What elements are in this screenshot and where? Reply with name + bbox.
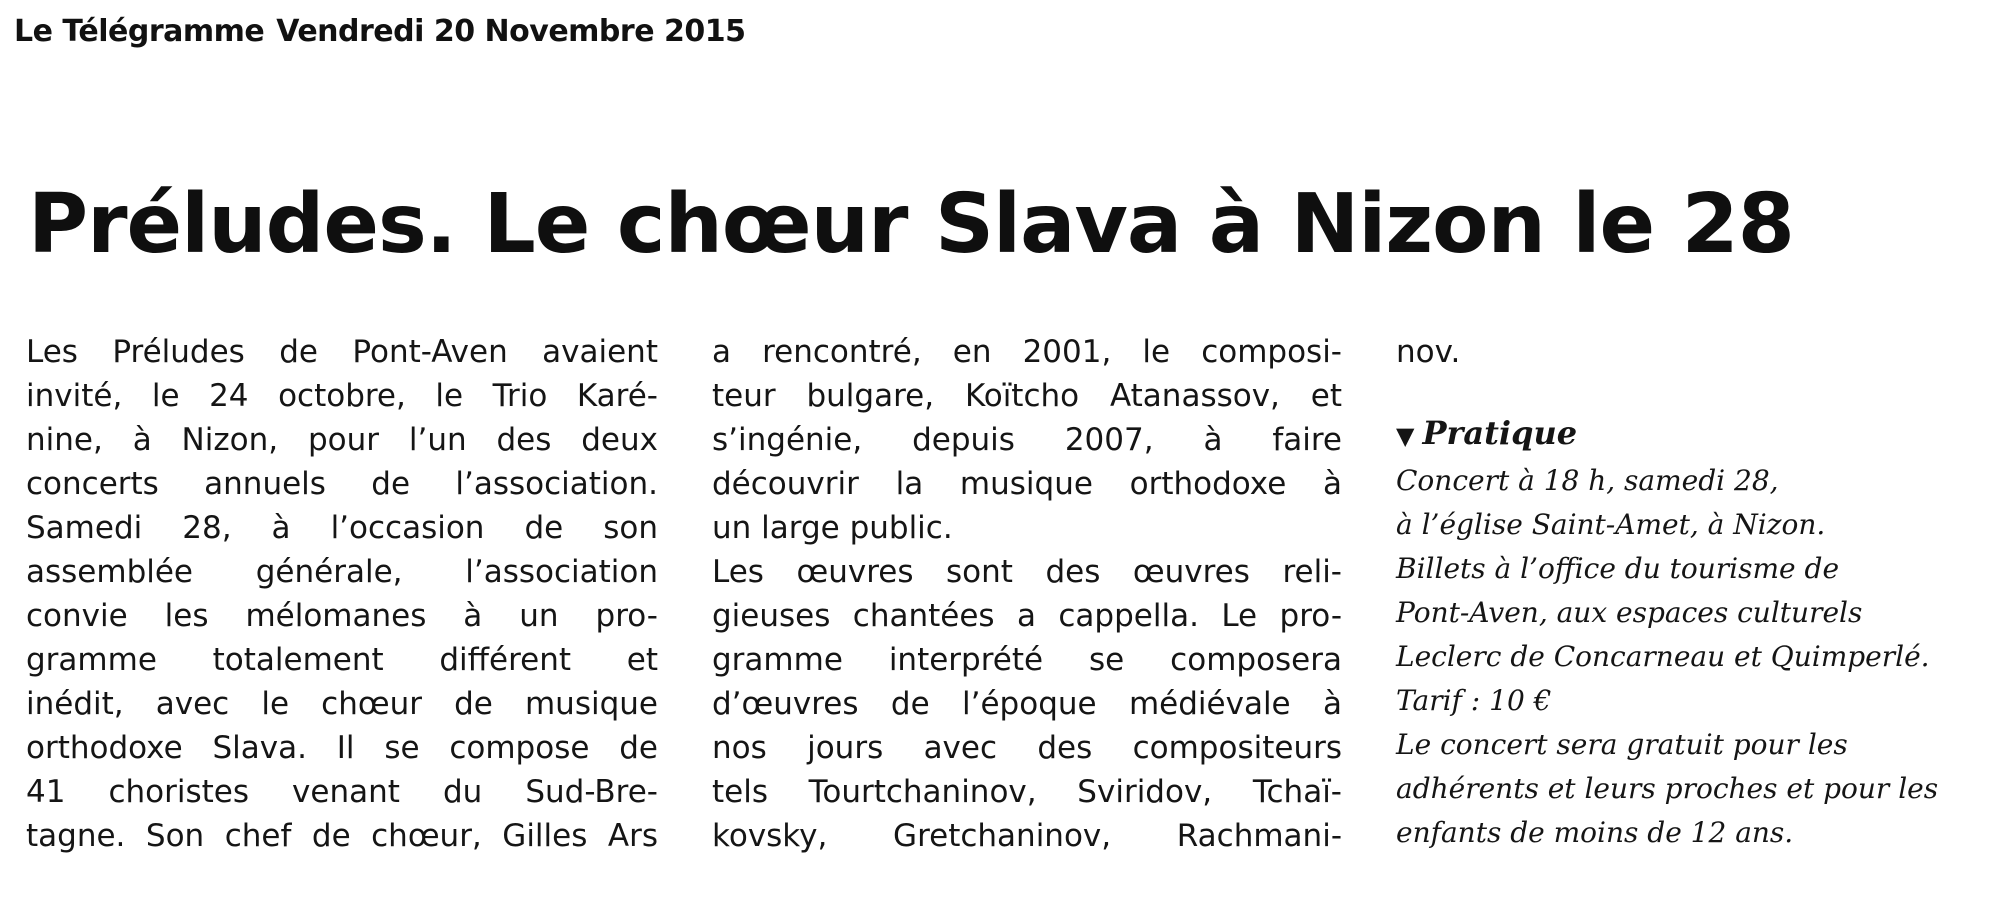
text-line: gramme interprété se composera	[712, 642, 1342, 678]
text-line: kovsky, Gretchaninov, Rachmani-	[712, 818, 1342, 854]
article-headline: Préludes. Le chœur Slava à Nizon le 28	[28, 177, 1794, 272]
text-line: invité, le 24 octobre, le Trio Karé-	[26, 378, 658, 414]
text-line: assemblée générale, l’association	[26, 554, 658, 590]
text-line: 41 choristes venant du Sud-Bre-	[26, 774, 658, 810]
text-line: tels Tourtchaninov, Sviridov, Tchaï-	[712, 774, 1342, 810]
text-line: un large public.	[712, 510, 953, 546]
pratique-title: Pratique	[1422, 414, 1578, 452]
publication-date: Vendredi 20 Novembre 2015	[276, 14, 746, 49]
pratique-line: Le concert sera gratuit pour les	[1396, 728, 1848, 761]
pratique-line: à l’église Saint-Amet, à Nizon.	[1396, 508, 1826, 541]
text-line: a rencontré, en 2001, le composi-	[712, 334, 1342, 370]
text-line: convie les mélomanes à un pro-	[26, 598, 658, 634]
pratique-line: enfants de moins de 12 ans.	[1396, 816, 1794, 849]
text-line: gieuses chantées a cappella. Le pro-	[712, 598, 1342, 634]
article-column-3	[1396, 330, 1996, 855]
pratique-line: Billets à l’office du tourisme de	[1396, 552, 1840, 585]
text-line: inédit, avec le chœur de musique	[26, 686, 658, 722]
text-line: tagne. Son chef de chœur, Gilles Ars	[26, 818, 658, 854]
text-line: Les œuvres sont des œuvres reli-	[712, 554, 1342, 590]
newspaper-header	[14, 14, 745, 49]
text-line: teur bulgare, Koïtcho Atanassov, et	[712, 378, 1342, 414]
text-line: nov.	[1396, 334, 1461, 370]
text-line: orthodoxe Slava. Il se compose de	[26, 730, 658, 766]
text-line: Samedi 28, à l’occasion de son	[26, 510, 658, 546]
newspaper-name: Le Télégramme	[14, 14, 265, 49]
pratique-line: Concert à 18 h, samedi 28,	[1396, 464, 1779, 497]
text-line: découvrir la musique orthodoxe à	[712, 466, 1342, 502]
text-line: d’œuvres de l’époque médiévale à	[712, 686, 1342, 722]
text-line: concerts annuels de l’association.	[26, 466, 658, 502]
pratique-heading	[1396, 410, 1996, 459]
text-line: nine, à Nizon, pour l’un des deux	[26, 422, 658, 458]
pratique-line: Tarif : 10 €	[1396, 684, 1552, 717]
triangle-down-icon: ▼	[1396, 421, 1415, 450]
article-column-2	[712, 330, 1342, 858]
article-column-1	[26, 330, 658, 858]
text-line: Les Préludes de Pont-Aven avaient	[26, 334, 658, 370]
pratique-line: Pont-Aven, aux espaces culturels	[1396, 596, 1863, 629]
pratique-line: Leclerc de Concarneau et Quimperlé.	[1396, 640, 1930, 673]
pratique-box	[1396, 459, 1996, 855]
text-line: gramme totalement différent et	[26, 642, 658, 678]
text-line: s’ingénie, depuis 2007, à faire	[712, 422, 1342, 458]
pratique-line: adhérents et leurs proches et pour les	[1396, 772, 1939, 805]
text-line: nos jours avec des compositeurs	[712, 730, 1342, 766]
